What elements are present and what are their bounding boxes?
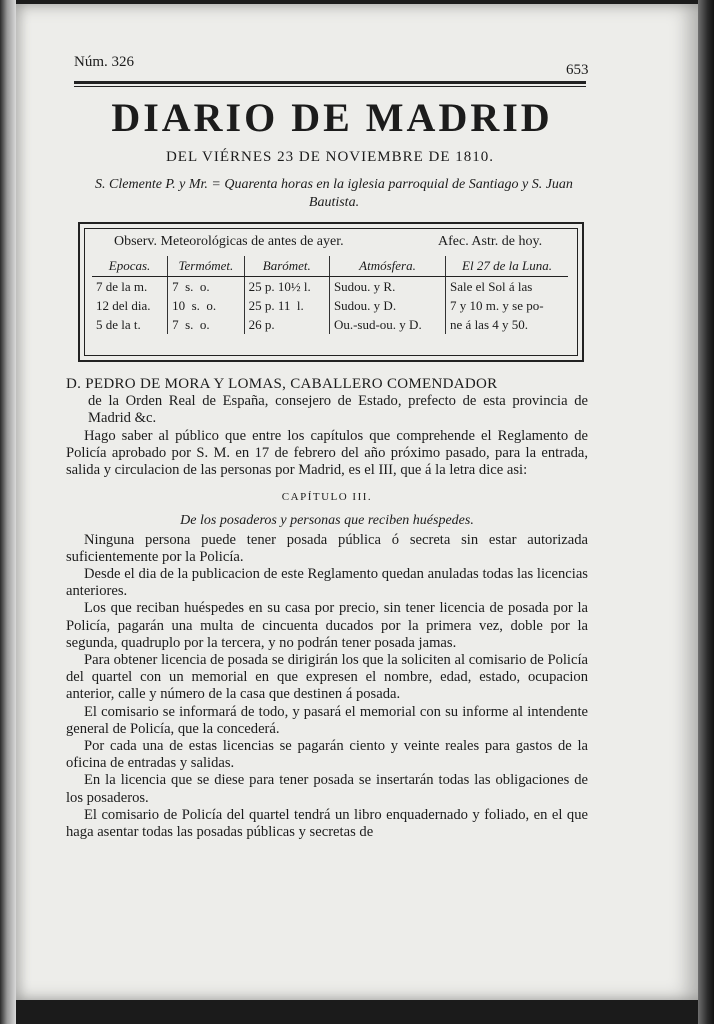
article-paragraph: El comisario de Policía del quartel tendrá un libro enquadernado y foliado, en el que haga asentar todas las posadas públicas y secretas de — [66, 806, 588, 841]
top-rule — [74, 81, 586, 87]
table-cell: ne á las 4 y 50. — [446, 315, 568, 334]
article-body — [66, 376, 588, 841]
article-lead-continuation: de la Orden Real de España, consejero de Estado, prefecto de esta provincia de Madrid &c. — [88, 393, 588, 427]
article-paragraph: Ninguna persona puede tener posada pública ó secreta sin estar autorizada suficientemente por la Policía. — [66, 531, 588, 565]
col-atmosfera: Atmósfera. — [329, 256, 445, 277]
weather-title-right: Afec. Astr. de hoy. — [438, 234, 543, 249]
weather-box — [78, 222, 584, 362]
table-cell: Sale el Sol á las — [446, 277, 568, 297]
article-paragraph: Para obtener licencia de posada se dirigirán los que la soliciten al comisario de Policía del quartel con un memorial en que expresen el nombre, edad, estado, ocupacion anterior, calle y número de la casa que destinen á posada. — [66, 652, 588, 703]
weather-table — [92, 256, 568, 334]
book-edge-right — [698, 0, 714, 1024]
col-epocas: Epocas. — [92, 256, 168, 277]
table-cell: 7 de la m. — [96, 279, 148, 294]
date-line: DEL VIÉRNES 23 DE NOVIEMBRE DE 1810. — [165, 149, 495, 165]
table-cell: Sudou. y D. — [329, 296, 445, 315]
article-paragraph: Por cada una de estas licencias se pagarán ciento y veinte reales para gastos de la oficina de entradas y salidas. — [66, 738, 588, 772]
col-barometro: Barómet. — [244, 256, 329, 277]
issue-number: Núm. 326 — [74, 54, 134, 70]
weather-header-row — [92, 256, 568, 277]
table-cell: 7 y 10 m. y se po- — [446, 296, 568, 315]
article-paragraph: En la licencia que se diese para tener posada se insertarán todas las obligaciones de los posaderos. — [66, 772, 588, 806]
article-paragraph: Desde el dia de la publicacion de este Reglamento quedan anuladas todas las licencias anteriores. — [66, 566, 588, 600]
page-number: 653 — [566, 62, 589, 78]
table-cell: 10 s. o. — [168, 296, 245, 315]
masthead-title: DIARIO DE MADRID — [111, 95, 553, 140]
col-luna: El 27 de la Luna. — [446, 256, 568, 277]
table-cell: 26 p. — [244, 315, 329, 334]
section-title: De los posaderos y personas que reciben huéspedes. — [180, 513, 474, 529]
table-cell: 12 del dia. — [96, 298, 151, 313]
table-cell: 7 s. o. — [168, 315, 245, 334]
book-gutter-left — [0, 0, 16, 1024]
saints-line: S. Clemente P. y Mr. = Quarenta horas en la iglesia parroquial de Santiago y S. Juan Bautista. — [95, 177, 573, 210]
col-termometro: Termómet. — [168, 256, 245, 277]
table-row — [92, 277, 568, 297]
article-lead-heading: D. PEDRO DE MORA Y LOMAS, CABALLERO COMENDADOR — [66, 376, 498, 392]
article-intro: Hago saber al público que entre los capítulos que comprehende el Reglamento de Policía aprobado por S. M. en 17 de febrero del año próximo pasado, para la entrada, salida y circulacion de las personas por Madrid, es el III, que á la letra dice asi: — [66, 427, 588, 479]
table-cell: 5 de la t. — [96, 317, 141, 332]
chapter-heading: CAPÍTULO III. — [281, 491, 373, 504]
newspaper-page — [16, 4, 698, 1000]
table-cell: 25 p. 10½ l. — [244, 277, 329, 297]
table-cell: Ou.-sud-ou. y D. — [329, 315, 445, 334]
table-row — [92, 296, 568, 315]
table-cell: Sudou. y R. — [329, 277, 445, 297]
weather-title-left: Observ. Meteorológicas de antes de ayer. — [114, 234, 344, 249]
table-cell: 7 s. o. — [168, 277, 245, 297]
table-cell: 25 p. 11 l. — [244, 296, 329, 315]
article-paragraph: El comisario se informará de todo, y pasará el memorial con su informe al intendente general de Policía, que la concederá. — [66, 703, 588, 737]
table-row — [92, 315, 568, 334]
article-paragraph: Los que reciban huéspedes en su casa por precio, sin tener licencia de posada por la Policía, pagarán una multa de cincuenta ducados por la primera vez, doble por la segunda, quadruplo por la tercera, y no podrán tener posada jamas. — [66, 600, 588, 651]
